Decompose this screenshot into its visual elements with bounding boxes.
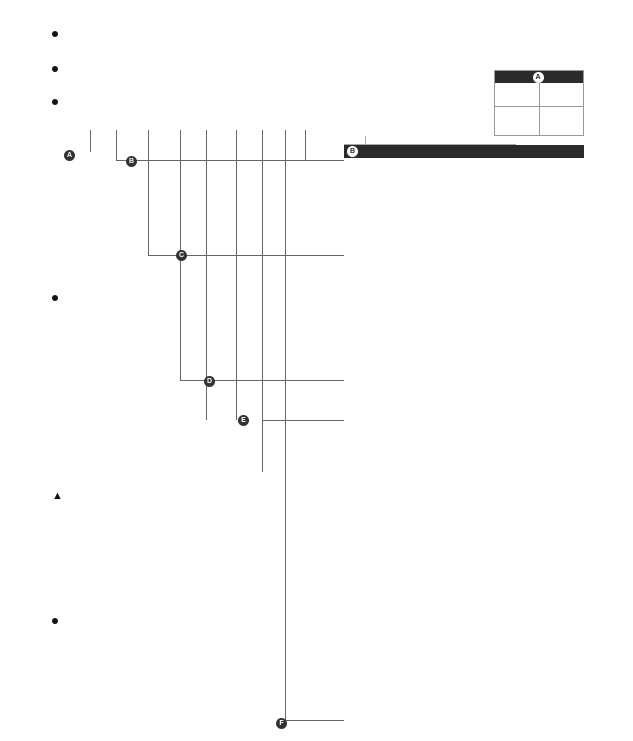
leader-b	[116, 130, 117, 160]
example-sub	[52, 615, 282, 625]
line3-label	[52, 96, 61, 106]
model-4sa0	[495, 107, 540, 135]
label-electrical: E	[238, 415, 342, 426]
spec-table	[344, 136, 584, 736]
section-B: B	[344, 145, 584, 158]
leader-e	[236, 130, 237, 420]
model-table-head: A	[495, 71, 583, 83]
label-port: C	[176, 250, 189, 261]
col-sub	[540, 83, 583, 106]
precautions-title: ▲	[52, 490, 63, 502]
label-station: F	[276, 718, 289, 729]
model-table	[494, 70, 584, 136]
label-manual: D	[204, 376, 217, 387]
refer-note	[52, 292, 192, 302]
leader-b-h	[116, 160, 344, 161]
leader-a	[90, 130, 91, 152]
line1-label	[52, 28, 61, 38]
leader-f-h	[285, 720, 344, 721]
example-block	[52, 615, 282, 627]
col-body	[495, 83, 540, 106]
leader-c	[148, 130, 149, 255]
line2-label	[52, 63, 61, 73]
label-model-no: A	[64, 150, 77, 161]
table-header	[344, 136, 516, 145]
model-4sb0	[540, 107, 583, 135]
label-solenoid: B	[126, 156, 139, 167]
leader-g	[305, 130, 306, 160]
precautions	[52, 490, 282, 508]
